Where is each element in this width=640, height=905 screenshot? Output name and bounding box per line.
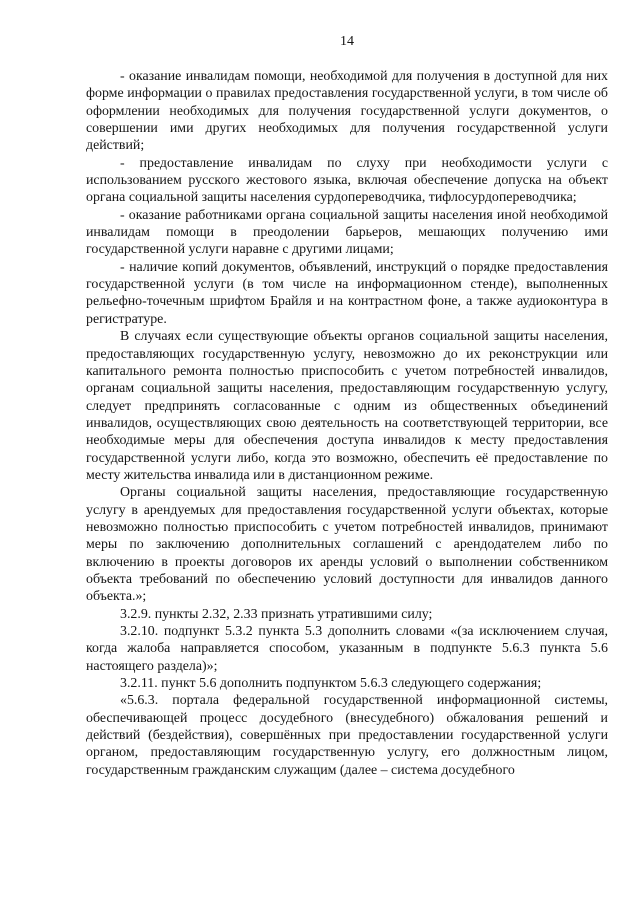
- paragraph-3-2-9: 3.2.9. пункты 2.32, 2.33 признать утратившими силу;: [120, 606, 433, 622]
- paragraph-existing-objects: В случаях если существующие объекты органов социальной защиты населения, предоставляющих государственную услугу, невозможно до их реконструкции или капитального ремонта полностью приспособить с учетом потребностей инвалидов, органам социальной защиты населения, предоставляющим государственную услугу, следует предпринять согласованные с одним из общественных объединений инвалидов, осуществляющих свою деятельность на соответствующей территории, все необходимые меры для обеспечения доступа инвалидов к месту предоставления государственной услуги либо, когда это возможно, обеспечить её предоставление по месту жительства инвалида или в дистанционном режиме.: [86, 329, 608, 483]
- paragraph-staff-assistance: - оказание работниками органа социальной защиты населения иной необходимой инвалидам помощи в преодолении барьеров, мешающих получению ими государственной услуги наравне с другими лицами;: [86, 207, 608, 258]
- paragraph-sign-language: - предоставление инвалидам по слуху при необходимости услуги с использованием русского жестового языка, включая обеспечение допуска на объект органа социальной защиты населения сурдопереводчика, тифлосурдопереводчика;: [86, 155, 608, 206]
- document-body: [86, 68, 608, 779]
- paragraph-5-6-3: «5.6.3. портала федеральной государственной информационной системы, обеспечивающей процесс досудебного (внесудебного) обжалования решений и действий (бездействия), совершённых при предоставлении государственной услуги органом, предоставляющим государственную услугу, его должностным лицом, государственным гражданским служащим (далее – система досудебного: [86, 693, 608, 778]
- paragraph-braille-copies: - наличие копий документов, объявлений, инструкций о порядке предоставления государственной услуги (в том числе на информационном стенде), выполненных рельефно-точечным шрифтом Брайля и на контрастном фоне, а также аудиоконтура в регистратуре.: [86, 259, 608, 327]
- paragraph-rented-objects: Органы социальной защиты населения, предоставляющие государственную услугу в арендуемых для предоставления государственной услуги объектах, которые невозможно полностью приспособить с учетом потребностей инвалидов, принимают меры по заключению дополнительных соглашений с арендодателем либо по включению в проекты договоров их аренды условий о выполнении собственником объекта требований по обеспечению условий доступности для инвалидов данного объекта.»;: [86, 485, 608, 605]
- paragraph-assistance-information: - оказание инвалидам помощи, необходимой для получения в доступной для них форме информации о правилах предоставления государственной услуги, в том числе об оформлении необходимых для получения государственной услуги документов, о совершении ими других необходимых для получения государственной услуги действий;: [86, 69, 608, 154]
- page-number: 14: [340, 34, 354, 49]
- paragraph-3-2-11: 3.2.11. пункт 5.6 дополнить подпунктом 5.6.3 следующего содержания;: [120, 676, 542, 692]
- paragraph-3-2-10: 3.2.10. подпункт 5.3.2 пункта 5.3 дополнить словами «(за исключением случая, когда жалоба направляется способом, указанным в подпункте 5.6.3 пункта 5.6 настоящего раздела)»;: [86, 624, 608, 674]
